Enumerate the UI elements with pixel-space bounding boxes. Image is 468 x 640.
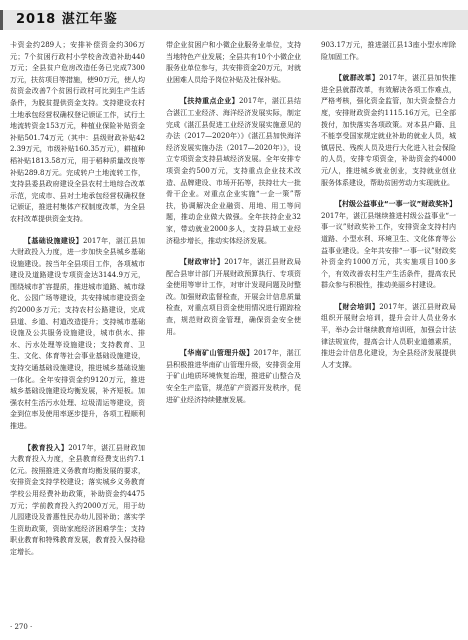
page-header-title: 2018 湛江年鉴: [16, 12, 118, 27]
text-column-3: [321, 40, 456, 620]
paragraph-text: 2017年，湛江县继续推进村级公益事业“一事一议”财政奖补工作，安排资金支持村内道路、小型水利、环境卫生、文化体育等公益事业建设。全年共安排“一事一议”财政奖补资金约1000万元，共实施项目100多个，有效改善农村生产生活条件，提高农民群众参与积极性，推动美丽乡村建设。: [321, 211, 456, 290]
paragraph-text: 带企业贫困户和小微企业服务业单位，支持当地特色产业发展；全县共有10个小微企业服务业单位参与，共安排资金20万元，对就业困难人员给予岗位补贴及社保补贴。: [166, 41, 301, 84]
paragraph: [321, 199, 456, 292]
section-heading: 【财会培训】: [335, 302, 380, 311]
section-heading: 【教育投入】: [24, 443, 69, 452]
paragraph-gap: [10, 226, 145, 236]
paragraph-gap: [166, 86, 301, 96]
paragraph-text: 2017年，湛江县财政加大教育投入力度，全县教育经费支出约7.1亿元。按照推进义务教育均衡发展的要求，安排资金支持学校建设；落实城乡义务教育学校公用经费补助政策，补助资金约4475万元；学前教育投入约2000万元，用于幼儿园建设及普惠性民办幼儿园补助；落实学生资助政策，资助家庭经济困难学生；支持职业教育和特殊教育发展，教育投入保持稳定增长。: [10, 443, 145, 556]
paragraph-text: 2017年，湛江县加大财政投入力度，进一步加快全县城乡基础设施建设。按当年全县项目工作，各项城市建设及道路建设专项资金达3144.9万元，围绕城市扩容提质，推进城市道路、城市绿化、公园广场等建设，共安排城市建设资金约2000多万元；支持农村公路建设，完成县道、乡道、村道改造提升；支持城市基础设施及公共服务设施建设，城市供水、排水、污水处理等设施建设；支持教育、卫生、文化、体育等社会事业基础设施建设，支持交通基础设施建设，推进城乡基础设施一体化。全年安排资金约9120万元，推进城乡基础设施建设均衡发展，补齐短板。加强农村生活污水处理、垃圾清运等建设，资金到位率及使用率逐步提升，各项工程顺利推进。: [10, 236, 145, 430]
paragraph-gap: [166, 247, 301, 257]
header-accent-bar: [0, 10, 3, 30]
paragraph: [321, 73, 456, 189]
text-column-2: [166, 40, 301, 620]
paragraph: [321, 302, 456, 372]
paragraph-gap: [321, 292, 456, 302]
paragraph-text: 2017年，湛江县结合湛江工业经济、海洋经济发展实际，制定完成《湛江县促进工业经济发展实施意见的办法（2017—2020年）》《湛江县加快海洋经济发展实施办法（2017—2020年）》，设立专项资金支持县域经济发展。全年安排专项资金约500万元，支持重点企业技术改造、品牌建设、市场开拓等，扶持壮大一批骨干企业。对重点企业实施“一企一策”帮扶，协调解决企业融资、用地、用工等问题，推动企业做大做强。全年扶持企业32家，带动就业2000多人，支持县域工业经济稳步增长，推动实体经济发展。: [166, 97, 301, 245]
paragraph: [166, 257, 301, 338]
section-heading: 【村级公益事业“一事一议”财政奖补】: [335, 200, 456, 209]
paragraph: [10, 443, 145, 559]
paragraph: [10, 236, 145, 433]
paragraph: [166, 96, 301, 247]
text-column-1: [10, 40, 145, 620]
paragraph-text: 2017年，湛江县财政局组织开展财会培训，提升会计人员业务水平，举办会计继续教育培训班，加强会计法律法规宣传，提高会计人员职业道德素质，推进会计信息化建设，为全县经济发展提供人才支撑。: [321, 302, 456, 369]
paragraph-gap: [10, 433, 145, 443]
section-heading: 【基础设施建设】: [24, 236, 83, 245]
paragraph: [166, 348, 301, 406]
paragraph-gap: [166, 338, 301, 348]
page-number: · 270 ·: [10, 623, 33, 631]
paragraph-text: 2017年，湛江县财政局配合县审计部门开展财政预算执行、专项资金使用等审计工作，对审计发现问题及时整改。加强财政监督检查，开展会计信息质量检查，对重点项目资金使用情况进行跟踪检查，规范财政资金管理，确保资金安全使用。: [166, 258, 301, 336]
paragraph-gap: [321, 189, 456, 199]
section-heading: 【就群改革】: [335, 74, 380, 83]
paragraph-text: 2017年，湛江县积极推进华南矿山管理升级，安排资金用于矿山地质环境恢复治理，推进矿山整合及安全生产监管，规范矿产资源开发秩序，促进矿业经济持续健康发展。: [166, 349, 301, 404]
paragraph-text: 卡资金约289人；安排补偿资金约306万元；7个贫困行政村小学校舍改造补助440万元；全县贫户危房改造任务已完成7300万元，扶贫项目等措施，使90万元，使人均贫资金改善7个贫困行政村可比到生产生活条件，为脱贫提供资金支持。支持建设农村土地承包经营权确权登记颁证工作，试行土地流转资金153万元，种植业保险补贴资金补贴501.74万元（其中：县级财政补贴422.39万元，市级补贴160.35万元），耕植种稻补贴1813.58万元，用于稻种质量改良等补贴289.8万元。完成转户土地流转工作，支持县委县政府建设全县农村土地综合改革示范，完成市、县对土地承包经营权确权登记颁证，推进村集体产权制度改革，为全县农村改革提供资金支持。: [10, 41, 145, 223]
paragraph-gap: [321, 63, 456, 73]
paragraph: [10, 40, 145, 226]
section-heading: 【扶持重点企业】: [180, 97, 239, 106]
section-heading: 【财政审计】: [180, 258, 225, 267]
paragraph: [166, 40, 301, 86]
paragraph-text: 903.17万元，推进湛江县13座小型水库除险加固工作。: [321, 41, 456, 61]
paragraph: [321, 40, 456, 63]
paragraph-text: 2017年，湛江县加快推进全县就群改革，有效解决各项工作难点，严格考核，强化资金监管，加大资金整合力度，安排财政资金约1115.16万元，已全部拨付，加快落实各项政策。对本县户籍、且不能享受国家规定就业补助的就业人员，城镇居民、残疾人员及进行大化进入社会保险的人员，安排专项资金，补助资金约4000元/人，推进城乡就业创业，支持就业创业服务体系建设，帮助贫困劳动力实现就业。: [321, 74, 456, 187]
section-heading: 【华南矿山管理升级】: [180, 349, 254, 358]
